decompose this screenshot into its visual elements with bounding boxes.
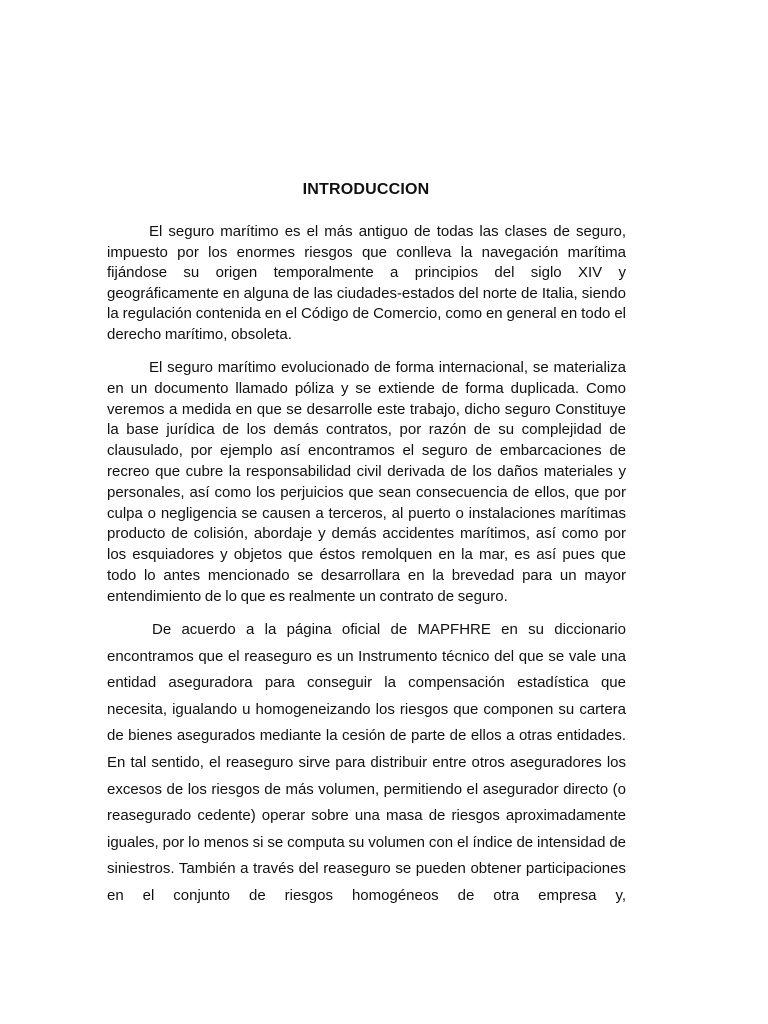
paragraph-1: El seguro marítimo es el más antiguo de todas las clases de seguro, impuesto por los enormes riesgos que conlleva la navegación marítima fijándose su origen temporalmente a principios del siglo XIV y geográficamente en alguna de las ciudades-estados del norte de Italia, siendo la regulación contenida en el Código de Comercio, como en general en todo el derecho marítimo, obsoleta. [107, 223, 626, 343]
page-title: INTRODUCCION [302, 181, 430, 198]
paragraph-3: De acuerdo a la página oficial de MAPFHRE en su diccionario encontramos que el reaseguro es un Instrumento técnico del que se vale una entidad aseguradora para conseguir la compensación estadística que necesita, igualando u homogeneizando los riesgos que componen su cartera de bienes asegurados mediante la cesión de parte de ellos a otras entidades. En tal sentido, el reaseguro sirve para distribuir entre otros aseguradores los excesos de los riesgos de más volumen, permitiendo el asegurador directo (o reasegurado cedente) operar sobre una masa de riesgos aproximadamente iguales, por lo menos si se computa su volumen con el índice de intensidad de siniestros. También a través del reaseguro se pueden obtener participaciones en el conjunto de riesgos homogéneos de otra empresa y, [107, 621, 626, 904]
paragraph-2: El seguro marítimo evolucionado de forma internacional, se materializa en un documento llamado póliza y se extiende de forma duplicada. Como veremos a medida en que se desarrolle este trabajo, dicho seguro Constituye la base jurídica de los demás contratos, por razón de su complejidad de clausulado, por ejemplo así encontramos el seguro de embarcaciones de recreo que cubre la responsabilidad civil derivada de los daños materiales y personales, así como los perjuicios que sean consecuencia de ellos, que por culpa o negligencia se causen a terceros, al puerto o instalaciones marítimas producto de colisión, abordaje y demás accidentes marítimos, así como por los esquiadores y objetos que éstos remolquen en la mar, es así pues que todo lo antes mencionado se desarrollara en la brevedad para un mayor entendimiento de lo que es realmente un contrato de seguro. [107, 359, 626, 605]
